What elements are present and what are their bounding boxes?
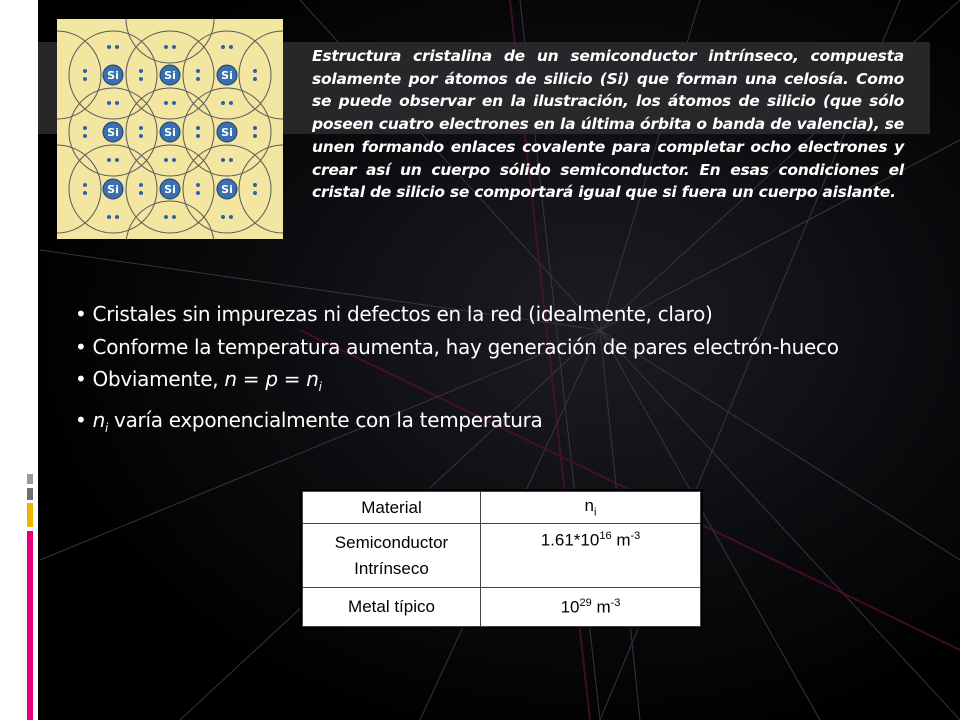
accent-gray-bar (27, 474, 33, 484)
ni-base: n (584, 496, 594, 516)
bullet-text: • Conforme la temperatura aumenta, hay generación de pares electrón-hueco (75, 334, 839, 359)
table-cell-material: Metal típico (303, 588, 481, 627)
bullet-item (75, 363, 913, 404)
table-cell-value (481, 588, 701, 627)
silicon-atom-label: Si (164, 183, 176, 196)
accent-gray-bar (27, 488, 33, 500)
bullet-formula: n = p = n (224, 367, 319, 391)
value-base: 1.61*10 (540, 530, 600, 550)
bullet-formula-subscript: i (104, 420, 108, 435)
ni-subscript: i (594, 506, 597, 519)
silicon-atom-label: Si (221, 69, 233, 82)
accent-yellow-bar (27, 503, 33, 527)
value-exponent: 29 (579, 596, 592, 609)
value-unit-exponent: -3 (630, 530, 641, 542)
bullet-text: • Obviamente, (75, 367, 225, 391)
material-line: Intrínseco (354, 558, 429, 578)
table-cell-material (303, 524, 481, 588)
bullet-item (75, 331, 913, 364)
bullet-item (75, 298, 913, 331)
value-base: 10 (560, 597, 580, 617)
material-line: Semiconductor (334, 532, 449, 552)
value-unit-exponent: -3 (610, 596, 621, 609)
silicon-atom-label: Si (164, 69, 176, 82)
accent-pink-bar (27, 531, 33, 720)
silicon-atom-label: Si (107, 126, 119, 139)
carrier-concentration-table (300, 489, 703, 628)
bullet-formula-subscript: i (318, 380, 322, 394)
bullet-text: varía exponencialmente con la temperatura (108, 407, 543, 432)
silicon-atom-label: Si (107, 69, 119, 82)
bullet-text: • (75, 407, 93, 432)
lattice-description: Estructura cristalina de un semiconductor intrínseco, compuesta solamente por átomos de silicio (Si) que forman una celosía. Como se puede observar en la ilustración, los átomos de silicio (que sólo poseen cuatro electrones en la última órbita o banda de valencia), se unen formando enlaces covalente para completar ocho electrones y crear así un cuerpo sólido semiconductor. En esas condiciones el cristal de silicio se comportará igual que si fuera un cuerpo aislante. (312, 47, 904, 202)
bullet-list (75, 298, 913, 444)
silicon-lattice-figure (57, 19, 283, 239)
table-cell-value (481, 524, 701, 588)
value-unit: m (591, 597, 611, 617)
bullet-formula: n (92, 407, 105, 432)
silicon-atom-label: Si (107, 183, 119, 196)
table-row (303, 588, 701, 627)
bullet-text: • Cristales sin impurezas ni defectos en la red (idealmente, claro) (75, 302, 713, 326)
silicon-atom-label: Si (164, 126, 176, 139)
value-unit: m (611, 530, 631, 550)
silicon-atom-label: Si (221, 183, 233, 196)
table-header-material: Material (303, 492, 481, 524)
table-row (303, 524, 701, 588)
value-exponent: 16 (599, 530, 612, 542)
table-header-ni (481, 492, 701, 524)
bullet-item (75, 404, 913, 445)
lattice-drawing (57, 19, 283, 239)
silicon-atom-label: Si (221, 126, 233, 139)
